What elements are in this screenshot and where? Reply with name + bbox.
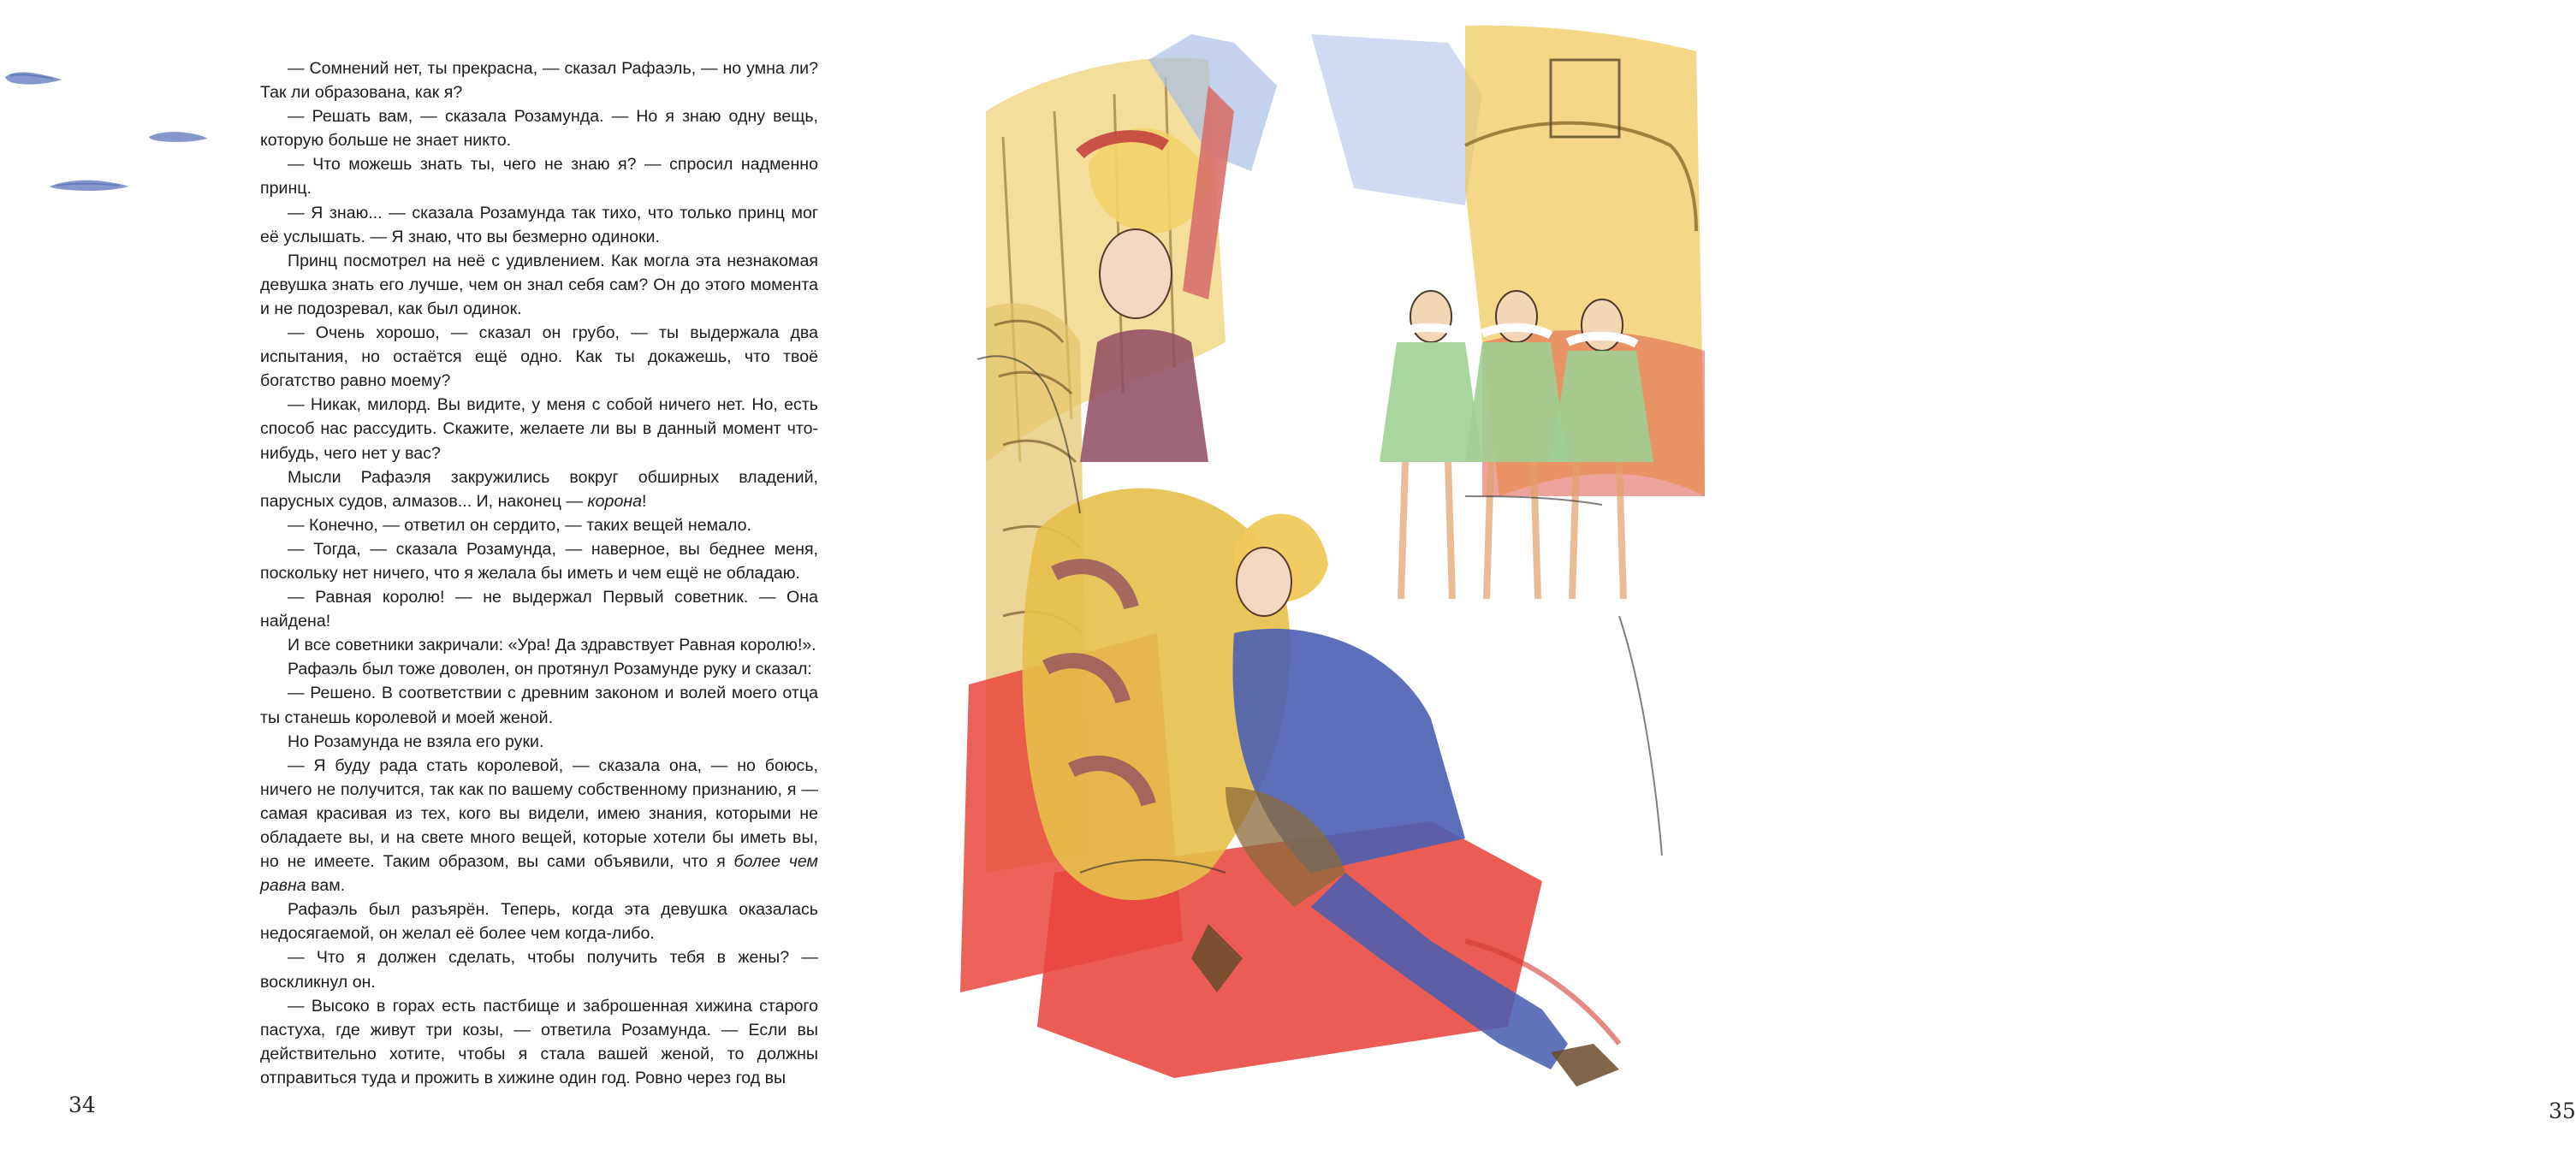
left-page xyxy=(0,0,876,1155)
paragraph: Но Розамунда не взяла его руки. xyxy=(288,732,544,751)
page-number-left: 34 xyxy=(68,1093,96,1117)
italic-emphasis: корона xyxy=(587,491,643,511)
paragraph: — Никак, милорд. Вы видите, у меня с собой ничего нет. Но, есть способ нас рассудить. Скажите, желаете ли вы в данный момент что-нибудь, чего нет у вас? xyxy=(260,395,818,463)
paragraph: Мысли Рафаэля закружились вокруг обширных владений, парусных судов, алмазов... И, наконец — корона! xyxy=(260,467,818,511)
paragraph: — Высоко в горах есть пастбище и заброшенная хижина старого пастуха, где живут три козы, — ответила Розамунда. — Если вы действительно хотите, чтобы я стала вашей женой, то должны отправиться туда и прожить в хижине один год. Ровно через год вы xyxy=(260,996,818,1087)
paragraph: Рафаэль был тоже доволен, он протянул Розамунде руку и сказал: xyxy=(288,660,812,679)
paragraph: Рафаэль был разъярён. Теперь, когда эта девушка оказалась недосягаемой, он желал её более чем когда-либо. xyxy=(260,900,818,944)
paragraph: Принц посмотрел на неё с удивлением. Как могла эта незнакомая девушка знать его лучше, чем он знал себя сам? Он до этого момента и не подозревал, как был одинок. xyxy=(260,251,818,318)
italic-emphasis: более чем равна xyxy=(260,852,818,896)
blue-brush-stroke-2 xyxy=(147,128,209,145)
blue-brush-stroke-3 xyxy=(48,175,130,194)
blue-brush-stroke-1 xyxy=(3,67,63,89)
page-number-right: 35 xyxy=(2549,1099,2576,1123)
paragraph: — Что я должен сделать, чтобы получить тебя в жены? — воскликнул он. xyxy=(260,948,818,992)
paragraph: И все советники закричали: «Ура! Да здравствует Равная королю!». xyxy=(288,636,816,655)
paragraph: — Конечно, — ответил он сердито, — таких вещей немало. xyxy=(288,515,751,535)
paragraph: — Что можешь знать ты, чего не знаю я? — спросил надменно принц. xyxy=(260,155,818,198)
paragraph: — Равная королю! — не выдержал Первый советник. — Она найдена! xyxy=(260,588,818,631)
courtiers xyxy=(1380,291,1653,599)
paragraph: — Я буду рада стать королевой, — сказала она, — но боюсь, ничего не получится, так как по вашему собственному признанию, я — самая красивая из тех, кого вы видели, имею знания, которыми не обладаете вы, и на свете много вещей, которые хотели бы иметь вы, но не имеете. Таким образом, вы сами объявили, что я более чем равна вам. xyxy=(260,755,818,896)
paragraph: — Решено. В соответствии с древним законом и волей моего отца ты станешь королевой и моей женой. xyxy=(260,684,818,727)
paragraph: — Тогда, — сказала Розамунда, — наверное, вы беднее меня, поскольку нет ничего, что я желала бы иметь и чем ещё не обладаю. xyxy=(260,539,818,583)
watercolor-illustration xyxy=(952,17,1735,1125)
story-text xyxy=(260,56,818,1090)
paragraph: — Решать вам, — сказала Розамунда. — Но я знаю одну вещь, которую больше не знает никто. xyxy=(260,107,818,151)
paragraph: — Я знаю... — сказала Розамунда так тихо, что только принц мог её услышать. — Я знаю, что вы безмерно одиноки. xyxy=(260,203,818,246)
paragraph: — Сомнений нет, ты прекрасна, — сказал Рафаэль, — но умна ли? Так ли образована, как я? xyxy=(260,59,818,103)
illustration-canvas xyxy=(952,17,1735,1125)
paragraph: — Очень хорошо, — сказал он грубо, — ты выдержала два испытания, но остаётся ещё одно. Как ты докажешь, что твоё богатство равно моему? xyxy=(260,323,818,391)
